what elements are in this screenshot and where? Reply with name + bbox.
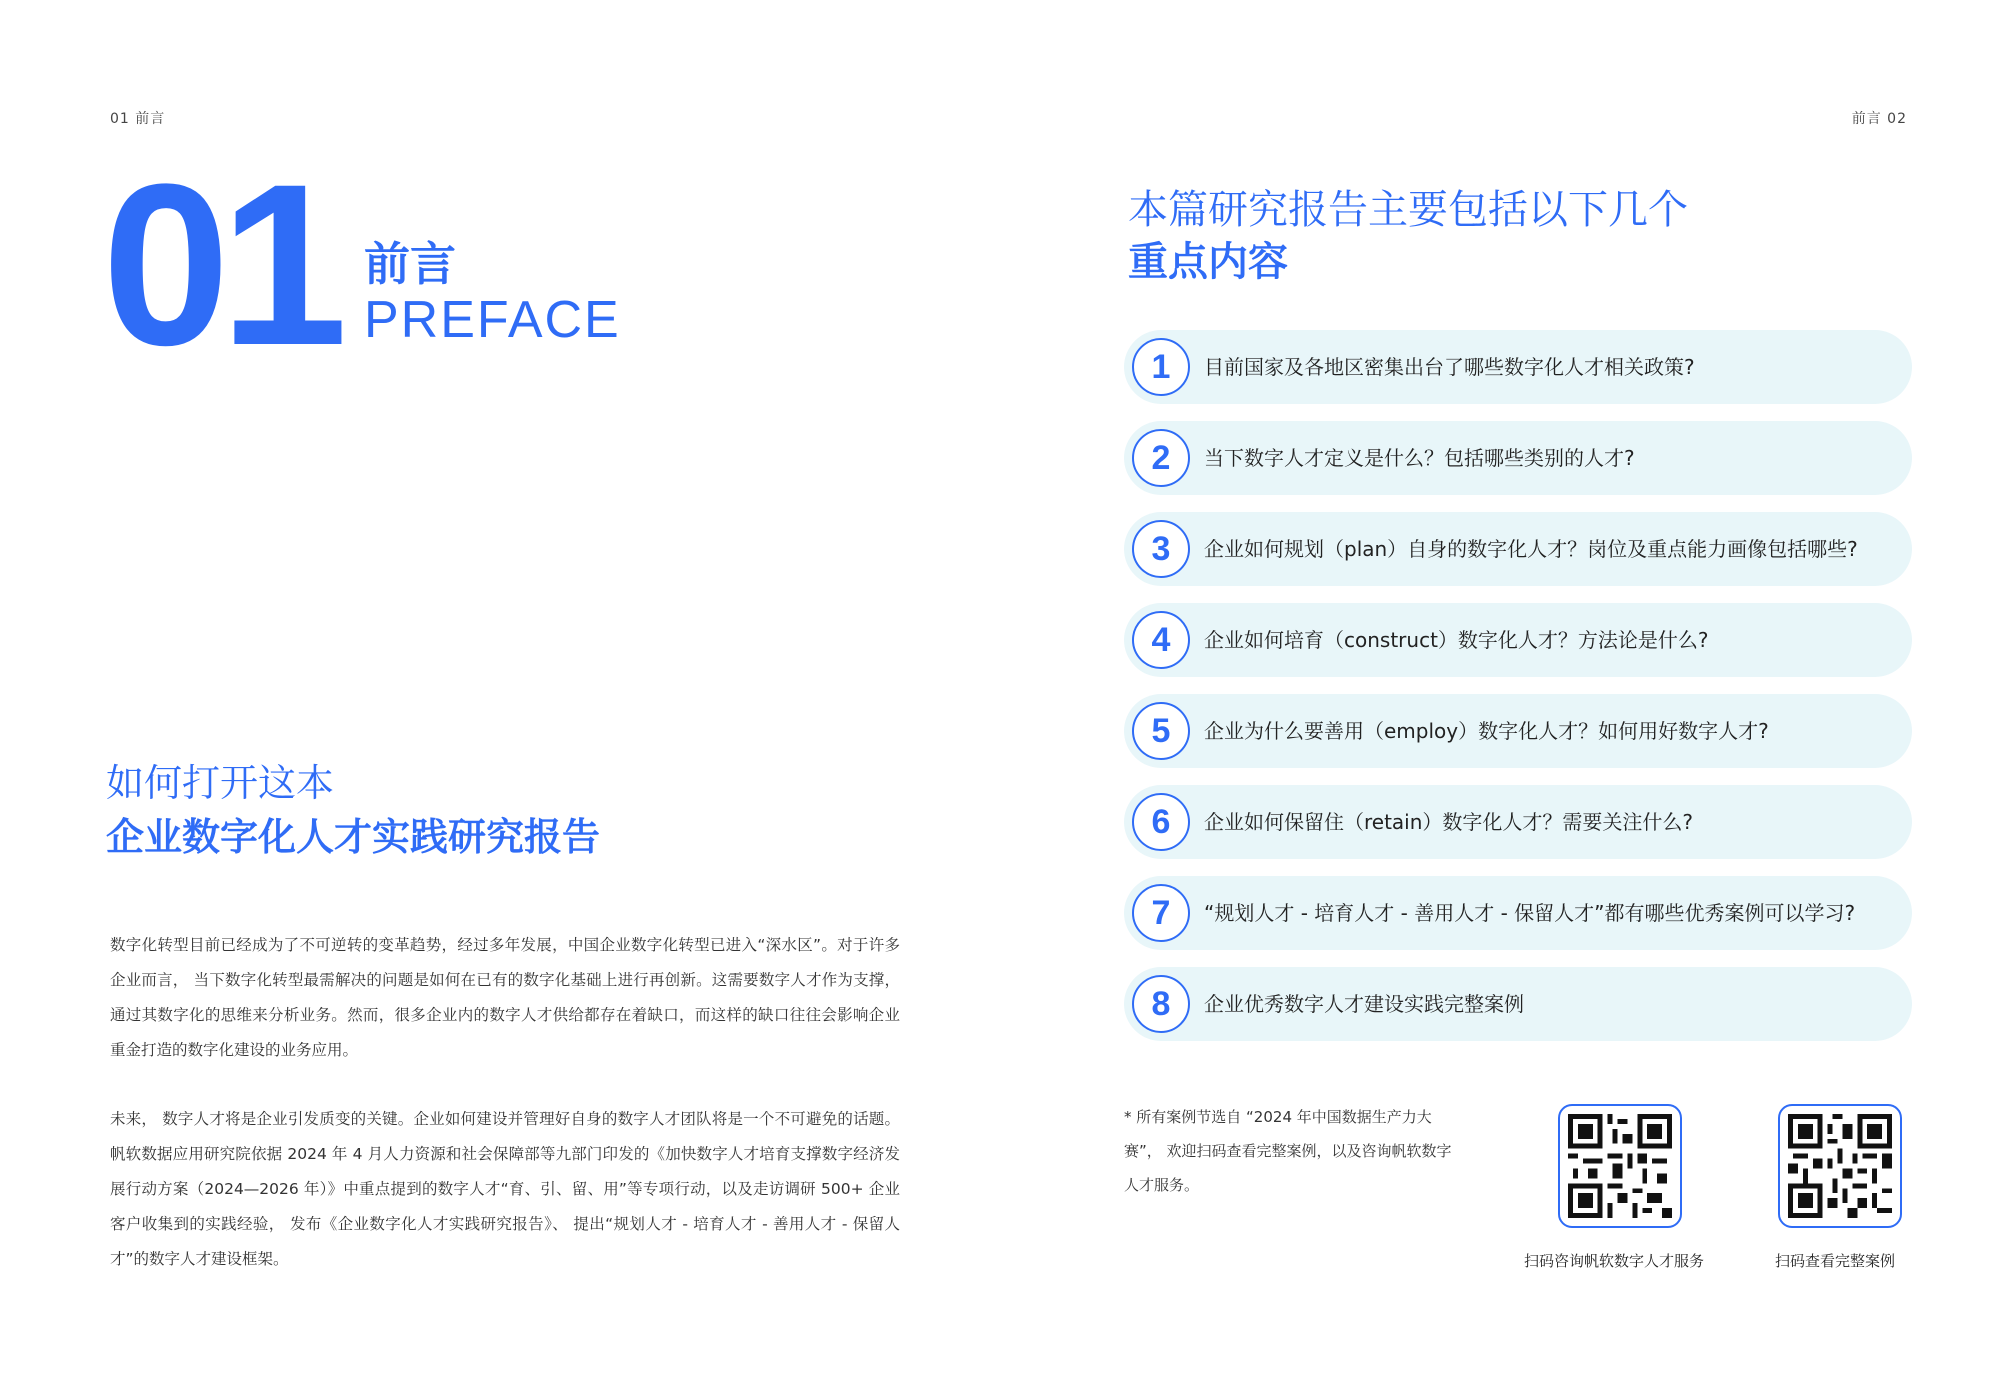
- question-number-badge: 7: [1132, 884, 1190, 942]
- question-item: [1124, 876, 1912, 950]
- question-text: “规划人才 - 培育人才 - 善用人才 - 保留人才”都有哪些优秀案例可以学习?: [1204, 901, 1856, 925]
- question-item: [1124, 330, 1912, 404]
- qr-caption-cases: 扫码查看完整案例: [1775, 1252, 1896, 1270]
- page-number-left: 01 前言: [110, 111, 166, 127]
- question-text: 目前国家及各地区密集出台了哪些数字化人才相关政策?: [1204, 355, 1695, 379]
- section-number: 01: [102, 136, 338, 393]
- question-text: 企业优秀数字人才建设实践完整案例: [1204, 992, 1524, 1016]
- section-title: 前言: [364, 237, 456, 291]
- question-number-badge: 6: [1132, 793, 1190, 851]
- qr-code-consult[interactable]: [1558, 1104, 1682, 1228]
- question-item: [1124, 967, 1912, 1041]
- question-text: 企业如何培育（construct）数字化人才？方法论是什么?: [1204, 628, 1709, 652]
- contents-heading-line1: 本篇研究报告主要包括以下几个: [1128, 187, 1688, 233]
- footnote: * 所有案例节选自 “2024 年中国数据生产力大赛”， 欢迎扫码查看完整案例，以及咨询帆软数字人才服务。: [1124, 1108, 1452, 1194]
- qr-code-cases[interactable]: [1778, 1104, 1902, 1228]
- section-subtitle: PREFACE: [364, 291, 621, 349]
- question-item: [1124, 421, 1912, 495]
- question-number-badge: 1: [1132, 338, 1190, 396]
- qr-code-icon: [1568, 1114, 1672, 1218]
- page-number-right: 前言 02: [1851, 111, 1907, 127]
- question-number-badge: 2: [1132, 429, 1190, 487]
- intro-paragraph-2: 未来， 数字人才将是企业引发质变的关键。企业如何建设并管理好自身的数字人才团队将是一个不可避免的话题。帆软数据应用研究院依据 2024 年 4 月人力资源和社会保障部等九部门印发的《加快数字人才培育支撑数字经济发展行动方案（2024—2026 年）》中重点提到的数字人才“育、引、留、用”等专项行动，以及走访调研 500+ 企业客户收集到的实践经验， 发布《企业数字化人才实践研究报告》、 提出“规划人才 - 培育人才 - 善用人才 - 保留人才”的数字人才建设框架。: [110, 1110, 900, 1268]
- question-text: 企业如何规划（plan）自身的数字化人才？岗位及重点能力画像包括哪些?: [1204, 537, 1858, 561]
- question-text: 企业为什么要善用（employ）数字化人才？如何用好数字人才?: [1204, 719, 1769, 743]
- question-text: 当下数字人才定义是什么？包括哪些类别的人才?: [1204, 446, 1635, 470]
- intro-heading-line2: 企业数字化人才实践研究报告: [106, 815, 601, 859]
- question-list: [1124, 330, 1912, 1058]
- question-number-badge: 4: [1132, 611, 1190, 669]
- question-text: 企业如何保留住（retain）数字化人才？需要关注什么?: [1204, 810, 1694, 834]
- question-number-badge: 5: [1132, 702, 1190, 760]
- intro-heading-line1: 如何打开这本: [106, 761, 335, 805]
- question-number-badge: 3: [1132, 520, 1190, 578]
- contents-heading-line2: 重点内容: [1128, 239, 1288, 285]
- qr-code-icon: [1788, 1114, 1892, 1218]
- question-number-badge: 8: [1132, 975, 1190, 1033]
- question-item: [1124, 512, 1912, 586]
- intro-paragraph-1: 数字化转型目前已经成为了不可逆转的变革趋势，经过多年发展，中国企业数字化转型已进入“深水区”。对于许多企业而言， 当下数字化转型最需解决的问题是如何在已有的数字化基础上进行再创新。这需要数字人才作为支撑，通过其数字化的思维来分析业务。然而，很多企业内的数字人才供给都存在着缺口，而这样的缺口往往会影响企业重金打造的数字化建设的业务应用。: [110, 936, 900, 1059]
- question-item: [1124, 694, 1912, 768]
- question-item: [1124, 785, 1912, 859]
- question-item: [1124, 603, 1912, 677]
- qr-caption-consult: 扫码咨询帆软数字人才服务: [1524, 1252, 1705, 1270]
